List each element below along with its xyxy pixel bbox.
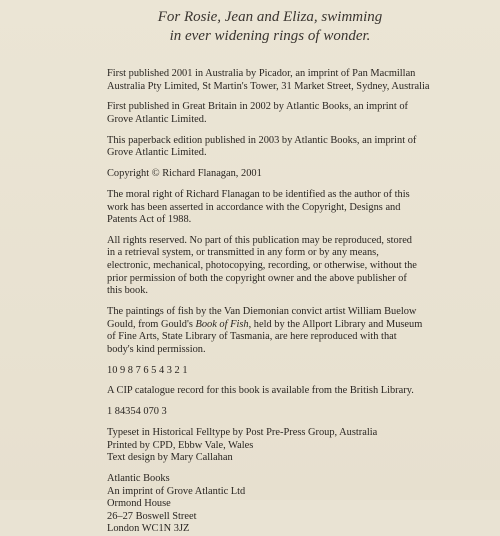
text-line [107,319,477,332]
text-line: Copyright © Richard Flanagan, 2001 [107,168,262,180]
text-line: Patents Act of 1988. [107,214,192,226]
text-line: Grove Atlantic Limited. [107,147,207,159]
text-line: A CIP catalogue record for this book is available from the British Library. [107,385,414,397]
text-line: 26–27 Boswell Street [107,510,197,522]
text-line: Atlantic Books [107,472,170,484]
text-line: Text design by Mary Callahan [107,452,233,464]
isbn [107,406,477,419]
printing-line [107,365,477,378]
production-credits [107,427,477,465]
text-line: electronic, mechanical, photocopying, recording, or otherwise, without the [107,260,417,272]
text-line: in a retrieval system, or transmitted in any form or by any means, [107,247,379,259]
paperback-edition [107,135,477,160]
text-line: 10 9 8 7 6 5 4 3 2 1 [107,364,188,376]
text-line: Australia Pty Limited, St Martin's Tower, 31 Market Street, Sydney, Australia [107,80,430,92]
text-line: prior permission of both the copyright owner and the above publisher of [107,272,407,284]
text-line: All rights reserved. No part of this publication may be reproduced, stored [107,234,412,246]
text-line: The moral right of Richard Flanagan to be identified as the author of this [107,188,410,200]
text-line: 1 84354 070 3 [107,406,167,418]
dedication-line: in ever widening rings of wonder. [169,28,371,44]
paintings-credit [107,306,477,356]
moral-right-notice [107,189,477,227]
text-line: The paintings of fish by the Van Diemonian convict artist William Buelow [107,306,417,318]
cip-notice [107,385,477,398]
text-line: Printed by CPD, Ebbw Vale, Wales [107,439,254,451]
text-line: body's kind permission. [107,343,206,355]
text-line: First published 2001 in Australia by Picador, an imprint of Pan Macmillan [107,68,416,79]
text-line: An imprint of Grove Atlantic Ltd [107,485,246,497]
first-published-australia [107,68,477,93]
all-rights-reserved-notice [107,235,477,298]
publisher-address [107,473,477,536]
dedication [60,8,480,46]
text-line: work has been asserted in accordance with the Copyright, Designs and [107,201,401,213]
text-segment: Gould, from Gould's [107,318,193,330]
text-segment: , held by the Allport Library and Museum [248,318,423,330]
text-line: First published in Great Britain in 2002 by Atlantic Books, an imprint of [107,101,409,113]
text-line: This paperback edition published in 2003 by Atlantic Books, an imprint of [107,134,417,146]
text-line: London WC1N 3JZ [107,523,190,535]
copyright-notice [107,168,477,181]
text-line: Grove Atlantic Limited. [107,113,207,125]
text-line: of Fine Arts, State Library of Tasmania, are here reproduced with that [107,331,397,343]
text-line: this book. [107,285,148,297]
first-published-britain [107,101,477,126]
imprint-text [107,68,477,536]
text-line: Typeset in Historical Felltype by Post Pre-Press Group, Australia [107,426,378,438]
book-title: Book of Fish [195,318,249,330]
dedication-line: For Rosie, Jean and Eliza, swimming [157,9,383,25]
text-line: Ormond House [107,498,171,510]
